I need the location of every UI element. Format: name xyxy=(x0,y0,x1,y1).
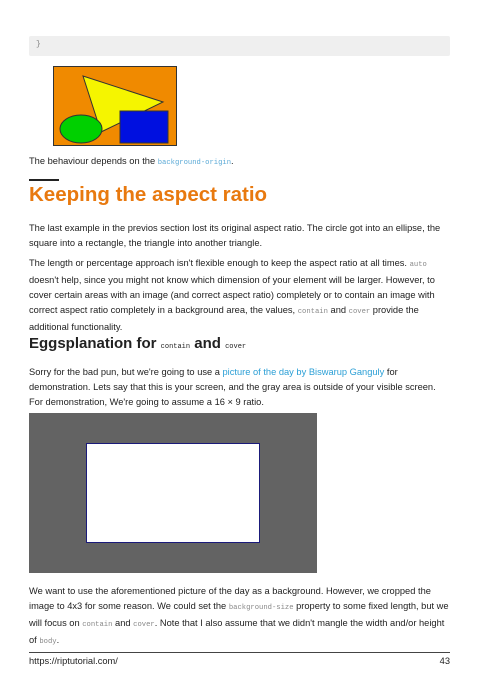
subsection-heading: Eggsplanation for contain and cover xyxy=(29,335,247,352)
paragraph-length-approach: The length or percentage approach isn't flexible enough to keep the aspect ratio at all times. auto doesn't help, since you might not know which dimension of your element will be larger. However, to cover certain areas with an image (and correct aspect ratio) completely or to contain an image with correct aspect ratio completely in a background area, the values, contain and cover provide the additional functionality. xyxy=(29,258,435,332)
screen-illustration xyxy=(29,413,317,573)
rectangle-shape xyxy=(120,111,168,143)
footer-divider xyxy=(29,652,450,653)
picture-of-the-day-link[interactable]: picture of the day by Biswarup Ganguly xyxy=(222,367,385,377)
inline-code: contain xyxy=(82,621,113,629)
inline-code: contain xyxy=(160,343,191,351)
code-block xyxy=(29,36,450,56)
paragraph-origin: The behaviour depends on the background-origin. xyxy=(29,156,234,167)
background-origin-figure xyxy=(53,66,177,146)
inline-code: background-size xyxy=(228,604,294,612)
code-text: } xyxy=(36,40,41,49)
visible-screen-area xyxy=(86,443,260,543)
inline-code: cover xyxy=(133,621,155,629)
footer-url[interactable]: https://riptutorial.com/ xyxy=(29,656,118,666)
paragraph-background-size: We want to use the aforementioned picture of the day as a background. However, we cropped the image to 4x3 for some reason. We could set the background-size property to some fixed length, but we will focus on contain and cover. Note that I also assume that we didn't mangle the width and/or height of body. xyxy=(29,586,449,646)
paragraph-aspect-lost: The last example in the previos section lost its original aspect ratio. The circle got into an ellipse, the square into a rectangle, the triangle into another triangle. xyxy=(29,223,441,248)
inline-code: cover xyxy=(225,343,247,351)
heading-rule xyxy=(29,179,59,181)
inline-code: cover xyxy=(348,308,371,316)
inline-code: body xyxy=(39,638,57,646)
inline-code: contain xyxy=(297,308,328,316)
ellipse-shape xyxy=(60,115,102,143)
section-heading: Keeping the aspect ratio xyxy=(29,183,268,206)
paragraph-pun: Sorry for the bad pun, but we're going to use a picture of the day by Biswarup Ganguly for demonstration. Lets say that this is your screen, and the gray area is outside of your visible screen. For demonstration, We're going to assume a 16 × 9 ratio. xyxy=(29,367,436,407)
inline-code: auto xyxy=(409,261,427,269)
page-number: 43 xyxy=(439,656,450,666)
inline-code: background-origin xyxy=(157,159,232,167)
